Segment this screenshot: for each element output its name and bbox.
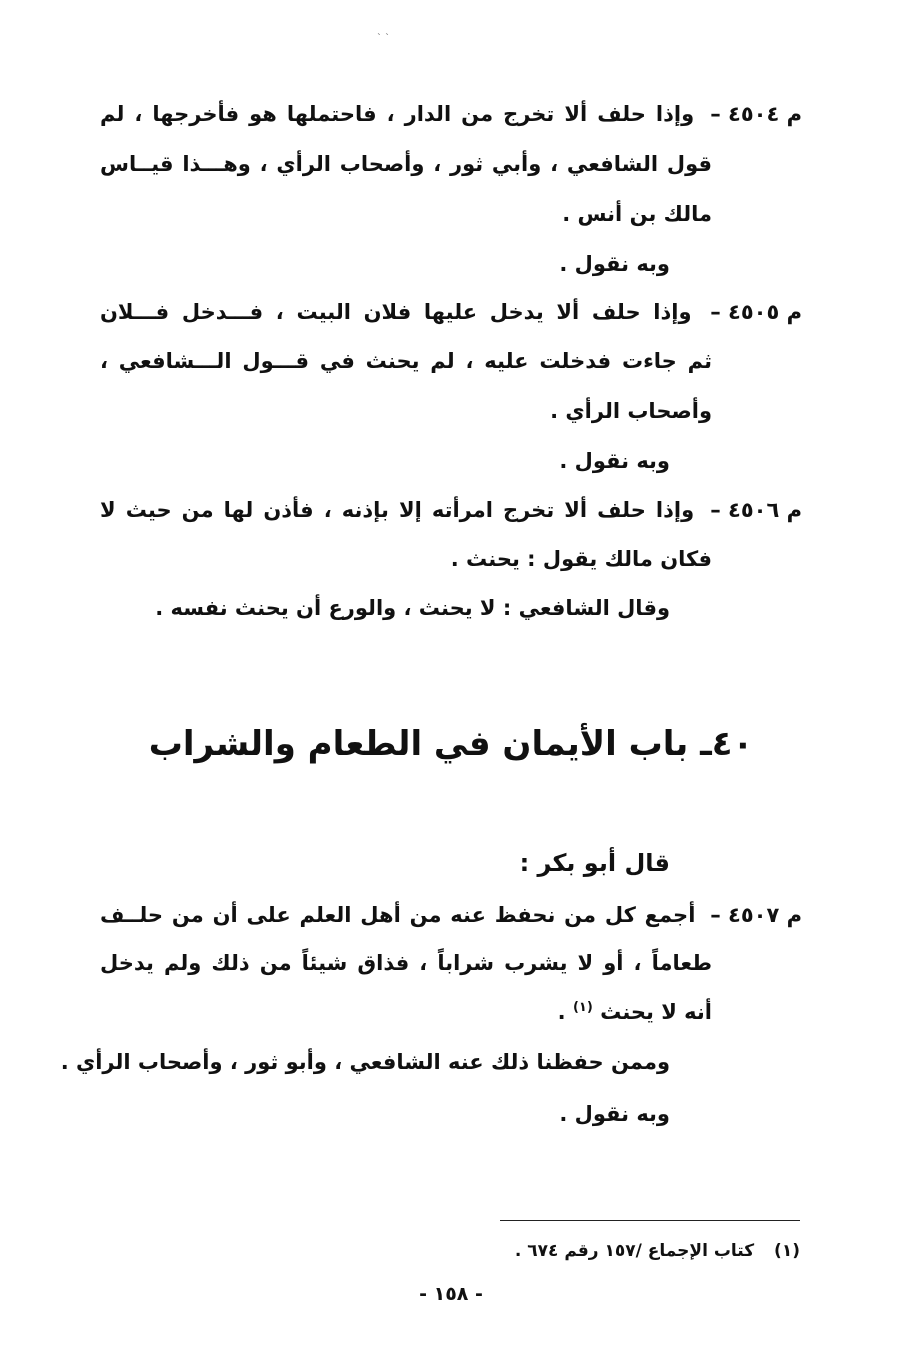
- footnote: [515, 1238, 800, 1264]
- entry-4507-text-3-end: .: [557, 1000, 566, 1024]
- entry-4504-line-2: قول الشافعي ، وأبي ثور ، وأصحاب الرأي ، وهـــذا قيــاس: [100, 152, 712, 176]
- entry-4506-number: م ٤٥٠٦ –: [710, 498, 802, 522]
- entry-4507-closing: وبه نقول .: [559, 1102, 670, 1126]
- footnote-reference[interactable]: (١): [572, 1000, 593, 1015]
- entry-4504-closing: وبه نقول .: [559, 252, 670, 276]
- entry-4504-line-3: مالك بن أنس .: [562, 202, 712, 226]
- entry-4505-line-3: وأصحاب الرأي .: [550, 399, 712, 423]
- entry-4505-number: م ٤٥٠٥ –: [710, 300, 802, 324]
- entry-4505-text-1: وإذا حلف ألا يدخل عليها فلان البيت ، فـــدخل فـــلان: [100, 300, 692, 324]
- footnote-marker: (١): [774, 1241, 800, 1261]
- top-mark: ` `: [376, 33, 390, 44]
- entry-4506-line-2: فكان مالك يقول : يحنث .: [450, 547, 712, 571]
- entry-4507-line-1: [100, 900, 802, 930]
- footnote-divider: [500, 1220, 800, 1221]
- footnote-text: كتاب الإجماع /١٥٧ رقم ٦٧٤ .: [514, 1241, 755, 1261]
- entry-4507-text-1: أجمع كل من نحفظ عنه من أهل العلم على أن من حلــف: [100, 903, 696, 927]
- entry-4507-line-2: طعاماً ، أو لا يشرب شراباً ، فذاق شيئاً من ذلك ولم يدخل: [100, 951, 712, 975]
- entry-4505-closing: وبه نقول .: [559, 449, 670, 473]
- entry-4506-closing: وقال الشافعي : لا يحنث ، والورع أن يحنث نفسه .: [155, 596, 670, 620]
- entry-4507-text-3: أنه لا يحنث: [600, 1000, 712, 1024]
- entry-4505-line-1: [100, 297, 802, 327]
- entry-4507-line-3: [558, 997, 712, 1027]
- entry-4506-line-1: [100, 495, 802, 525]
- entry-4504-text-1: وإذا حلف ألا تخرج من الدار ، فاحتملها هو فأخرجها ، لم: [100, 102, 695, 126]
- page-number: - ١٥٨ -: [419, 1283, 483, 1305]
- entry-4507-number: م ٤٥٠٧ –: [710, 903, 802, 927]
- intro-heading: قال أبو بكر :: [519, 849, 670, 877]
- chapter-title: ٤٠ـ باب الأيمان في الطعام والشراب: [148, 724, 754, 764]
- entry-4504-number: م ٤٥٠٤ –: [710, 102, 802, 126]
- entry-4505-line-2: ثم جاءت فدخلت عليه ، لم يحنث في قـــول الـــشافعي ،: [100, 349, 712, 373]
- entry-4506-text-1: وإذا حلف ألا تخرج امرأته إلا بإذنه ، فأذن لها من حيث لا: [100, 498, 695, 522]
- entry-4504-line-1: [100, 99, 802, 129]
- entry-4507-line-4: وممن حفظنا ذلك عنه الشافعي ، وأبو ثور ، وأصحاب الرأي .: [60, 1050, 670, 1074]
